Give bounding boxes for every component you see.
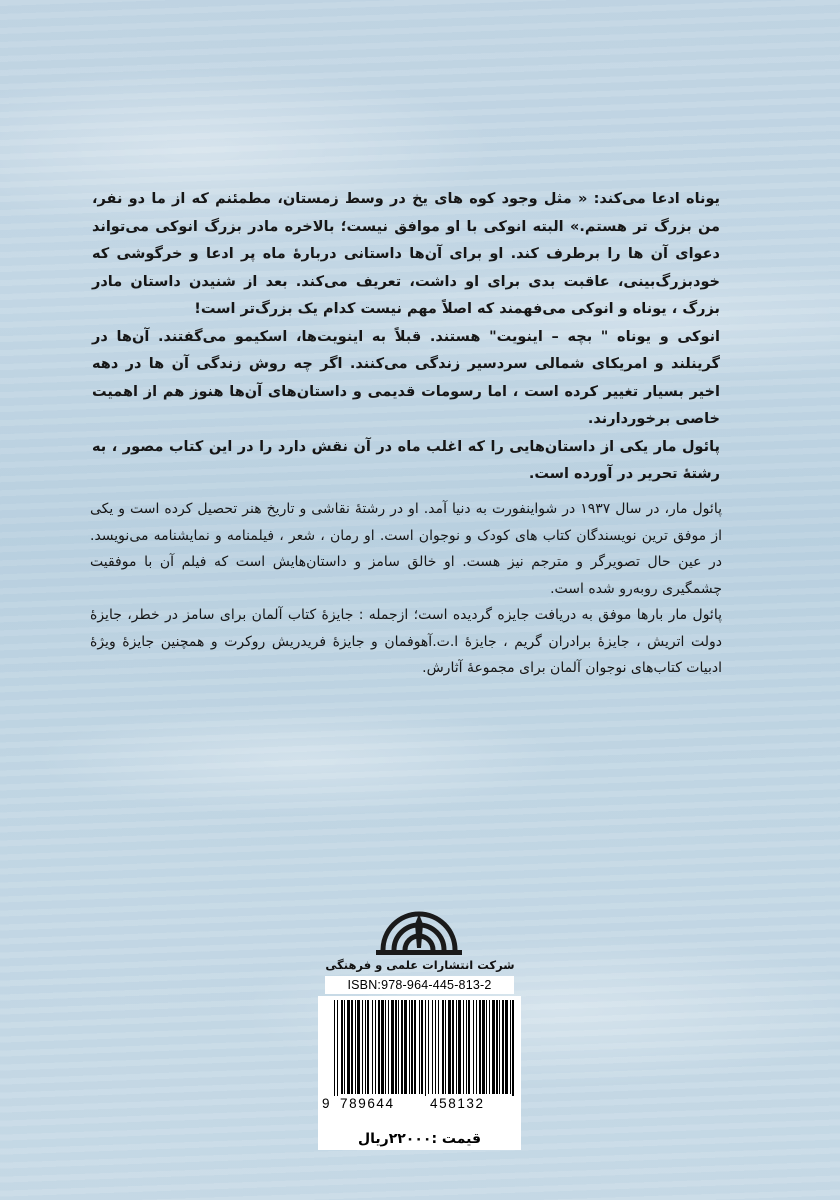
barcode-bar [496, 1000, 498, 1094]
barcode-bar [452, 1000, 454, 1094]
barcode-bar [375, 1000, 376, 1094]
book-summary [92, 186, 720, 489]
summary-paragraph: پائول مار یکی از داستان‌هایی را که اغلب ماه در آن نقش دارد را در این کتاب مصور ، به رشتۀ تحریر در آورده است. [92, 438, 720, 482]
author-bio-paragraph: پائول مار بارها موفق به دریافت جایزه گردیده است؛ ازجمله : جایزۀ کتاب آلمان برای سامز در خطر، جایزۀ دولت اتریش ، جایزۀ برادران گریم ، جایزۀ ا.ت.آهوفمان و جایزۀ فریدریش روکرت و همچنین جایزۀ ویژۀ ادبیات کتاب‌های نوجوان آلمان برای مجموعۀ آثارش. [90, 607, 722, 676]
barcode-bar [404, 1000, 407, 1094]
barcode-bar [351, 1000, 353, 1094]
barcode-bar [479, 1000, 481, 1094]
barcode-bar [499, 1000, 500, 1094]
publisher-name: شرکت انتشارات علمی و فرهنگی [325, 958, 515, 972]
barcode-bar [388, 1000, 389, 1094]
barcode-bar [445, 1000, 446, 1094]
barcode-bar [438, 1000, 439, 1094]
summary-paragraph: یوناه ادعا می‌کند: « مثل وجود کوه های یخ در وسط زمستان، مطمئنم که از ما دو نفر، من بزرگ تر هستم.» البته انوکی با او موافق نیست؛ بالاخره مادر بزرگ انوکی می‌تواند دعوای آن ها را برطرف کند. او برای آن‌ها داستانی دربارۀ ماه پر ادعا و خرگوشی که خودبزرگ‌بینی، عاقبت بدی برای او داشت، تعریف می‌کند. بعد از شنیدن داستان مادر بزرگ ، یوناه و انوکی می‌فهمند که اصلاً مهم نیست کدام یک بزرگ‌تر است! [92, 191, 720, 317]
author-bio-paragraph: پائول مار، در سال ۱۹۳۷ در شواینفورت به دنیا آمد. او در رشتۀ نقاشی و تاریخ هنر تحصیل کرده است و یکی از موفق ترین نویسندگان کتاب های کودک و نوجوان است. او رمان ، شعر ، فیلمنامه و نمایشنامه می‌نویسد. در عین حال تصویرگر و مترجم نیز هست. او خالق سامز و داستان‌هایش است که فیلم آن با موفقیت چشمگیری روبه‌رو شده است. [90, 501, 722, 597]
barcode-bar [456, 1000, 457, 1094]
barcode-bar [385, 1000, 386, 1094]
barcode-left-group: 789644 [340, 1096, 395, 1111]
barcode-bars [318, 996, 521, 1096]
barcode-bar [409, 1000, 410, 1094]
barcode-bar [357, 1000, 360, 1094]
barcode-bar [347, 1000, 350, 1094]
barcode-bar [448, 1000, 451, 1094]
barcode [318, 996, 521, 1128]
price-label: قیمت :۲۲۰۰۰ریال [318, 1128, 521, 1150]
barcode-bar [398, 1000, 399, 1094]
barcode-bar [473, 1000, 474, 1094]
isbn-label: ISBN:978-964-445-813-2 [325, 976, 514, 994]
barcode-bar [378, 1000, 380, 1094]
barcode-bar [421, 1000, 423, 1094]
barcode-bar [432, 1000, 433, 1094]
author-bio [90, 496, 722, 682]
barcode-bar [492, 1000, 495, 1094]
barcode-bar [411, 1000, 413, 1094]
barcode-bar [372, 1000, 373, 1094]
barcode-bar [395, 1000, 397, 1094]
barcode-bar [512, 1000, 514, 1096]
barcode-bar [428, 1000, 429, 1094]
barcode-bar [482, 1000, 485, 1094]
barcode-bar [486, 1000, 487, 1094]
barcode-bar [442, 1000, 444, 1094]
barcode-bar [362, 1000, 363, 1094]
barcode-bar [463, 1000, 464, 1094]
barcode-bar [341, 1000, 343, 1094]
barcode-bar [510, 1000, 511, 1094]
barcode-bar [419, 1000, 420, 1094]
barcode-bar [502, 1000, 504, 1094]
barcode-bar [381, 1000, 384, 1094]
barcode-bar [476, 1000, 477, 1094]
barcode-bar [435, 1000, 436, 1094]
barcode-bar [489, 1000, 490, 1094]
barcode-bar [365, 1000, 366, 1094]
barcode-bar [425, 1000, 426, 1096]
barcode-bar [334, 1000, 335, 1096]
barcode-bar [414, 1000, 416, 1094]
barcode-bar [391, 1000, 394, 1094]
barcode-bar [344, 1000, 345, 1094]
barcode-bar [468, 1000, 470, 1094]
barcode-bar [466, 1000, 467, 1094]
summary-paragraph: انوکی و یوناه " بچه – اینویت" هستند. قبلاً به اینویت‌ها، اسکیمو می‌گفتند. آن‌ها در گرینلند و امریکای شمالی سردسیر زندگی می‌کنند. اگر چه روش زندگی آن ها در دهه اخیر بسیار تغییر کرده است ، اما رسومات قدیمی و داستان‌های آن‌ها هنوز هم از اهمیت خاصی برخوردارند. [92, 328, 720, 427]
barcode-right-group: 458132 [430, 1096, 485, 1111]
barcode-bar [505, 1000, 508, 1094]
barcode-bar [355, 1000, 356, 1094]
barcode-bar [401, 1000, 403, 1094]
barcode-bar [458, 1000, 461, 1094]
barcode-bar [367, 1000, 369, 1094]
barcode-first-digit: 9 [322, 1096, 330, 1111]
barcode-bar [337, 1000, 338, 1096]
publisher-logo-icon [366, 898, 472, 958]
